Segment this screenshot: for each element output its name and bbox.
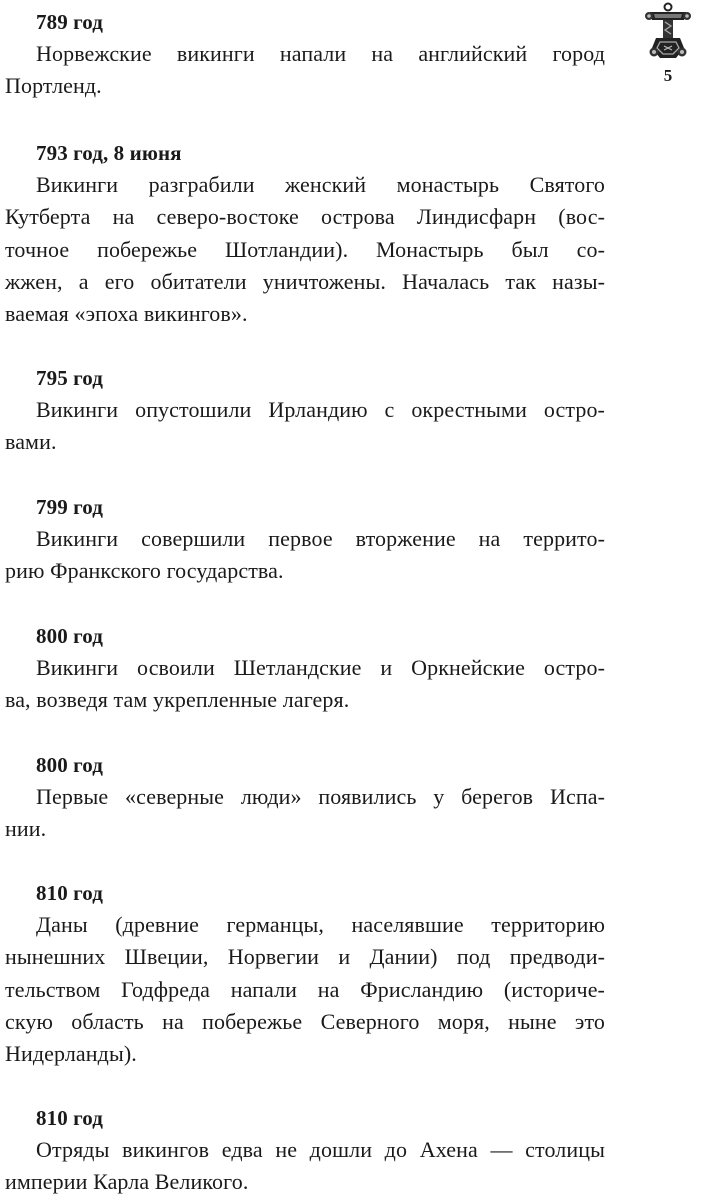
entry-text-line: империи Карла Великого. [5, 1169, 249, 1195]
entry-text-line: ва, возведя там укрепленные лагеря. [5, 687, 350, 713]
entry-text-line: рию Франкского государства. [5, 558, 284, 584]
entry-text [5, 169, 605, 330]
entry-text-line: Норвежские викинги напали на английский город [36, 41, 605, 66]
entry-text-line: нынешних Швеции, Норвегии и Дании) под предводи- [5, 944, 605, 970]
entry-date: 800 год [36, 753, 103, 777]
entry-text-line: скую область на побережье Северного моря, ныне это [5, 1008, 605, 1034]
entry-text-line: тельством Годфреда напали на Фрисландию (историче- [5, 976, 605, 1002]
chronology-entry [5, 749, 605, 846]
entry-text-line: Отряды викингов едва не дошли до Ахена — столицы [36, 1137, 605, 1162]
entry-text-line: Даны (древние германцы, населявшие территорию [36, 912, 605, 937]
entry-text [5, 1134, 605, 1199]
entry-date: 789 год [36, 10, 103, 34]
entry-text-line: жжен, а его обитатели уничтожены. Началась так назы- [5, 268, 605, 294]
page-number: 5 [663, 66, 673, 85]
entry-text-line: Нидерланды). [5, 1041, 137, 1067]
entry-text [5, 781, 605, 846]
chronology-entry [5, 6, 605, 103]
entry-text-line: Первые «северные люди» появились у берегов Испа- [36, 784, 605, 809]
entry-date: 800 год [36, 624, 103, 648]
entry-text [5, 909, 605, 1070]
entry-date: 795 год [36, 366, 103, 390]
entry-text-line: Викинги разграбили женский монастырь Святого [36, 172, 605, 197]
chronology-entry [5, 362, 605, 459]
entry-text-line: точное побережье Шотландии). Монастырь был со- [5, 236, 605, 262]
page-header-sidebar [620, 0, 702, 100]
entry-date: 799 год [36, 495, 103, 519]
entry-text [5, 394, 605, 459]
entry-text-line: нии. [5, 816, 47, 842]
entry-text [5, 652, 605, 717]
entry-date: 810 год [36, 1106, 103, 1130]
entry-date: 810 год [36, 881, 103, 905]
entry-text-line: Портленд. [5, 73, 102, 99]
entry-text-line: вами. [5, 429, 57, 455]
entry-text [5, 523, 605, 588]
thors-hammer-icon [638, 2, 698, 62]
entry-text-line: ваемая «эпоха викингов». [5, 301, 248, 327]
entry-text-line: Викинги освоили Шетландские и Оркнейские остро- [36, 655, 605, 680]
chronology-entry [5, 137, 605, 330]
entry-date: 793 год, 8 июня [36, 141, 182, 165]
entry-text [5, 38, 605, 103]
entry-text-line: Кутберта на северо-востоке острова Линдисфарн (вос- [5, 204, 605, 230]
entry-text-line: Викинги совершили первое вторжение на террито- [36, 526, 605, 551]
chronology-entry [5, 491, 605, 588]
chronology-entry [5, 877, 605, 1070]
entry-text-line: Викинги опустошили Ирландию с окрестными остро- [36, 397, 605, 422]
chronology-entry [5, 620, 605, 717]
chronology-entry [5, 1102, 605, 1199]
